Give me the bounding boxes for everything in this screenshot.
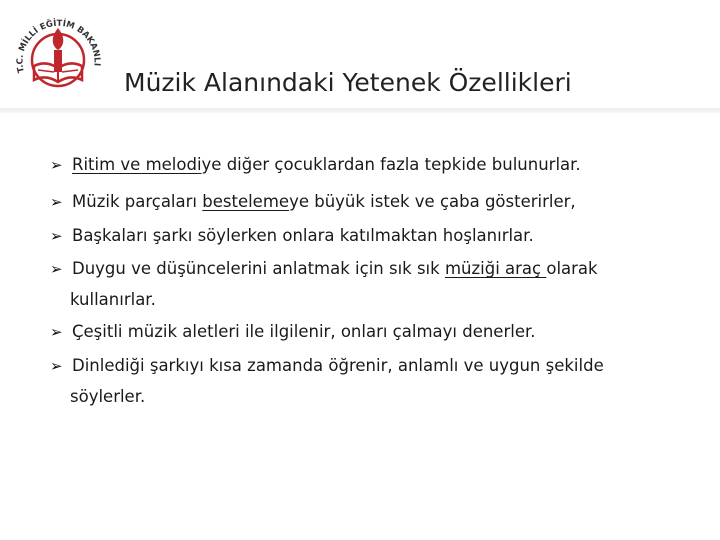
bullet-text: Çeşitli müzik aletleri ile ilgilenir, onları çalmayı denerler. <box>72 322 536 341</box>
bullet-item <box>50 226 534 245</box>
bullet-text: Müzik parçaları <box>72 192 203 211</box>
arrow-bullet-icon: ➢ <box>50 357 63 375</box>
underlined-text: besteleme <box>202 192 290 211</box>
arrow-bullet-icon: ➢ <box>50 156 63 174</box>
arrow-bullet-icon: ➢ <box>50 227 63 245</box>
bullet-item <box>50 356 604 375</box>
bullet-text: Duygu ve düşüncelerini anlatmak için sık sık <box>72 259 445 278</box>
underlined-text: müziği araç <box>444 259 547 278</box>
bullet-text: ye diğer çocuklardan fazla tepkide bulunurlar. <box>201 155 581 174</box>
logo-arc-text: T.C. MİLLİ EĞİTİM BAKANLI <box>15 18 102 74</box>
arrow-bullet-icon: ➢ <box>50 323 63 341</box>
bullet-text: Başkaları şarkı söylerken onlara katılmaktan hoşlanırlar. <box>72 226 534 245</box>
arrow-bullet-icon: ➢ <box>50 193 63 211</box>
bullet-continuation: kullanırlar. <box>70 290 156 309</box>
header-divider <box>0 108 720 113</box>
arrow-bullet-icon: ➢ <box>50 260 63 278</box>
bullet-continuation: söylerler. <box>70 387 146 406</box>
bullet-text: olarak <box>546 259 598 278</box>
bullet-item <box>50 259 598 278</box>
bullet-text: Dinlediği şarkıyı kısa zamanda öğrenir, anlamlı ve uygun şekilde <box>72 356 604 375</box>
bullet-item <box>50 155 581 174</box>
bullet-text: ye büyük istek ve çaba gösterirler, <box>289 192 576 211</box>
underlined-text: Ritim ve melodi <box>72 155 202 174</box>
page-title: Müzik Alanındaki Yetenek Özellikleri <box>124 68 572 97</box>
bullet-item <box>50 192 576 211</box>
ministry-logo <box>6 6 110 110</box>
bullet-item <box>50 322 536 341</box>
